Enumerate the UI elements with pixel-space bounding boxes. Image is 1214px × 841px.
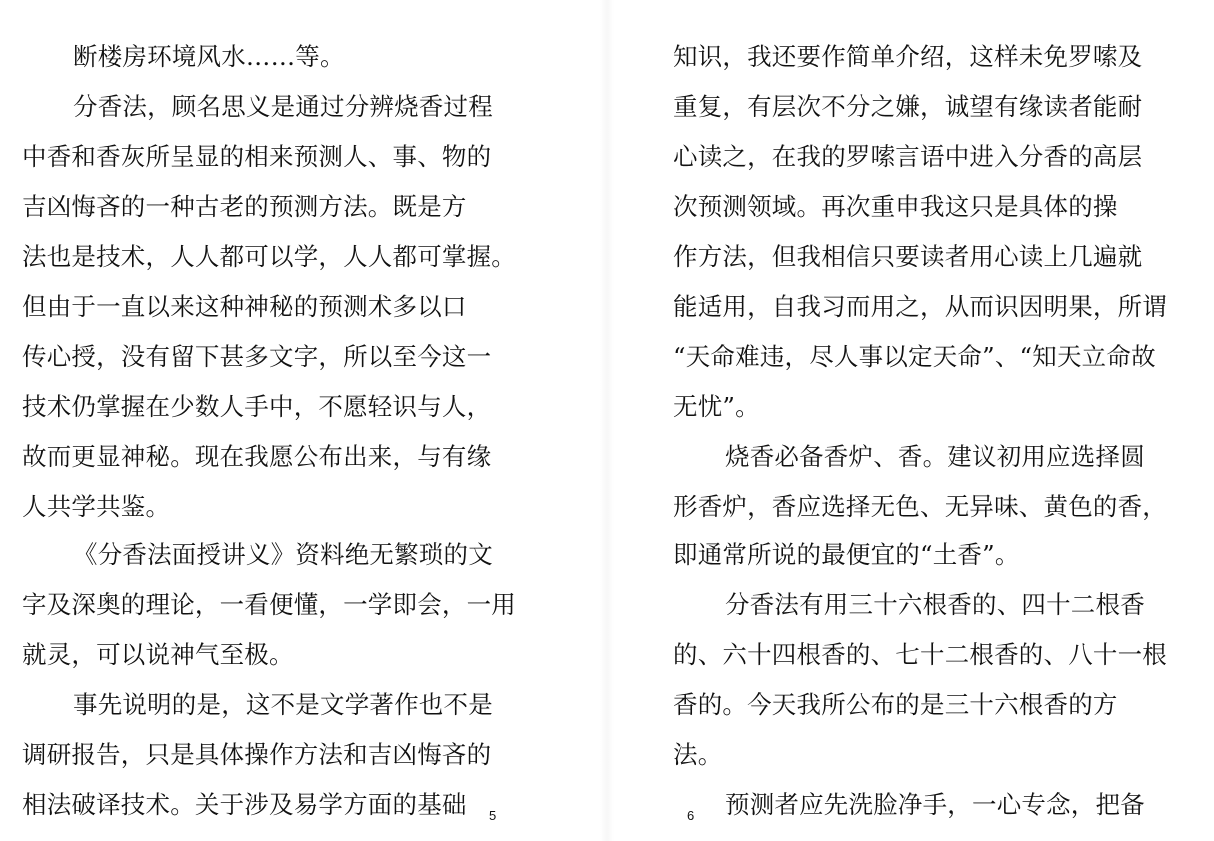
- left-line-11: 《分香法面授讲义》资料绝无繁琐的文: [73, 540, 493, 569]
- right-page: [607, 0, 1214, 841]
- left-line-9: 故而更显神秘。现在我愿公布出来，与有缘: [22, 442, 492, 471]
- right-line-5: 作方法，但我相信只要读者用心读上几遍就: [673, 242, 1143, 271]
- right-line-8: 无忧”。: [673, 392, 760, 421]
- left-line-15: 调研报告，只是具体操作方法和吉凶悔吝的: [22, 740, 492, 769]
- right-line-13: 的、六十四根香的、七十二根香的、八十一根: [673, 640, 1167, 669]
- left-line-13: 就灵，可以说神气至极。: [22, 640, 294, 669]
- right-line-16: 预测者应先洗脸净手，一心专念，把备: [725, 790, 1145, 819]
- left-line-5: 法也是技术，人人都可以学，人人都可掌握。: [22, 242, 516, 271]
- left-line-2: 分香法，顾名思义是通过分辨烧香过程: [73, 92, 493, 121]
- right-line-4: 次预测领域。再次重申我这只是具体的操: [673, 192, 1118, 221]
- right-line-10: 形香炉，香应选择无色、无异味、黄色的香，: [673, 492, 1167, 521]
- left-line-1: 断楼房环境风水……等。: [73, 42, 345, 71]
- left-line-14: 事先说明的是，这不是文学著作也不是: [73, 690, 493, 719]
- left-line-16: 相法破译技术。关于涉及易学方面的基础: [22, 790, 467, 819]
- left-line-7: 传心授，没有留下甚多文字，所以至今这一: [22, 342, 492, 371]
- right-line-12: 分香法有用三十六根香的、四十二根香: [725, 590, 1145, 619]
- right-line-11: 即通常所说的最便宜的“土香”。: [673, 540, 1020, 569]
- left-line-3: 中香和香灰所呈显的相来预测人、事、物的: [22, 142, 492, 171]
- right-line-15: 法。: [673, 740, 723, 769]
- right-line-3: 心读之，在我的罗嗦言语中进入分香的高层: [673, 142, 1143, 171]
- right-line-2: 重复，有层次不分之嫌，诚望有缘读者能耐: [673, 92, 1143, 121]
- left-line-12: 字及深奥的理论，一看便懂，一学即会，一用: [22, 590, 516, 619]
- left-line-10: 人共学共鉴。: [22, 492, 171, 521]
- left-line-4: 吉凶悔吝的一种古老的预测方法。既是方: [22, 192, 467, 221]
- right-line-14: 香的。今天我所公布的是三十六根香的方: [673, 690, 1118, 719]
- page-number-left: 5: [489, 808, 497, 823]
- right-line-6: 能适用，自我习而用之，从而识因明果，所谓: [673, 292, 1167, 321]
- right-line-1: 知识，我还要作简单介绍，这样未免罗嗦及: [673, 42, 1143, 71]
- page-number-right: 6: [687, 808, 695, 823]
- right-line-9: 烧香必备香炉、香。建议初用应选择圆: [725, 442, 1145, 471]
- left-line-6: 但由于一直以来这种神秘的预测术多以口: [22, 292, 467, 321]
- right-line-7: “天命难违，尽人事以定天命”、“知天立命故: [673, 342, 1156, 371]
- left-line-8: 技术仍掌握在少数人手中，不愿轻识与人，: [22, 392, 492, 421]
